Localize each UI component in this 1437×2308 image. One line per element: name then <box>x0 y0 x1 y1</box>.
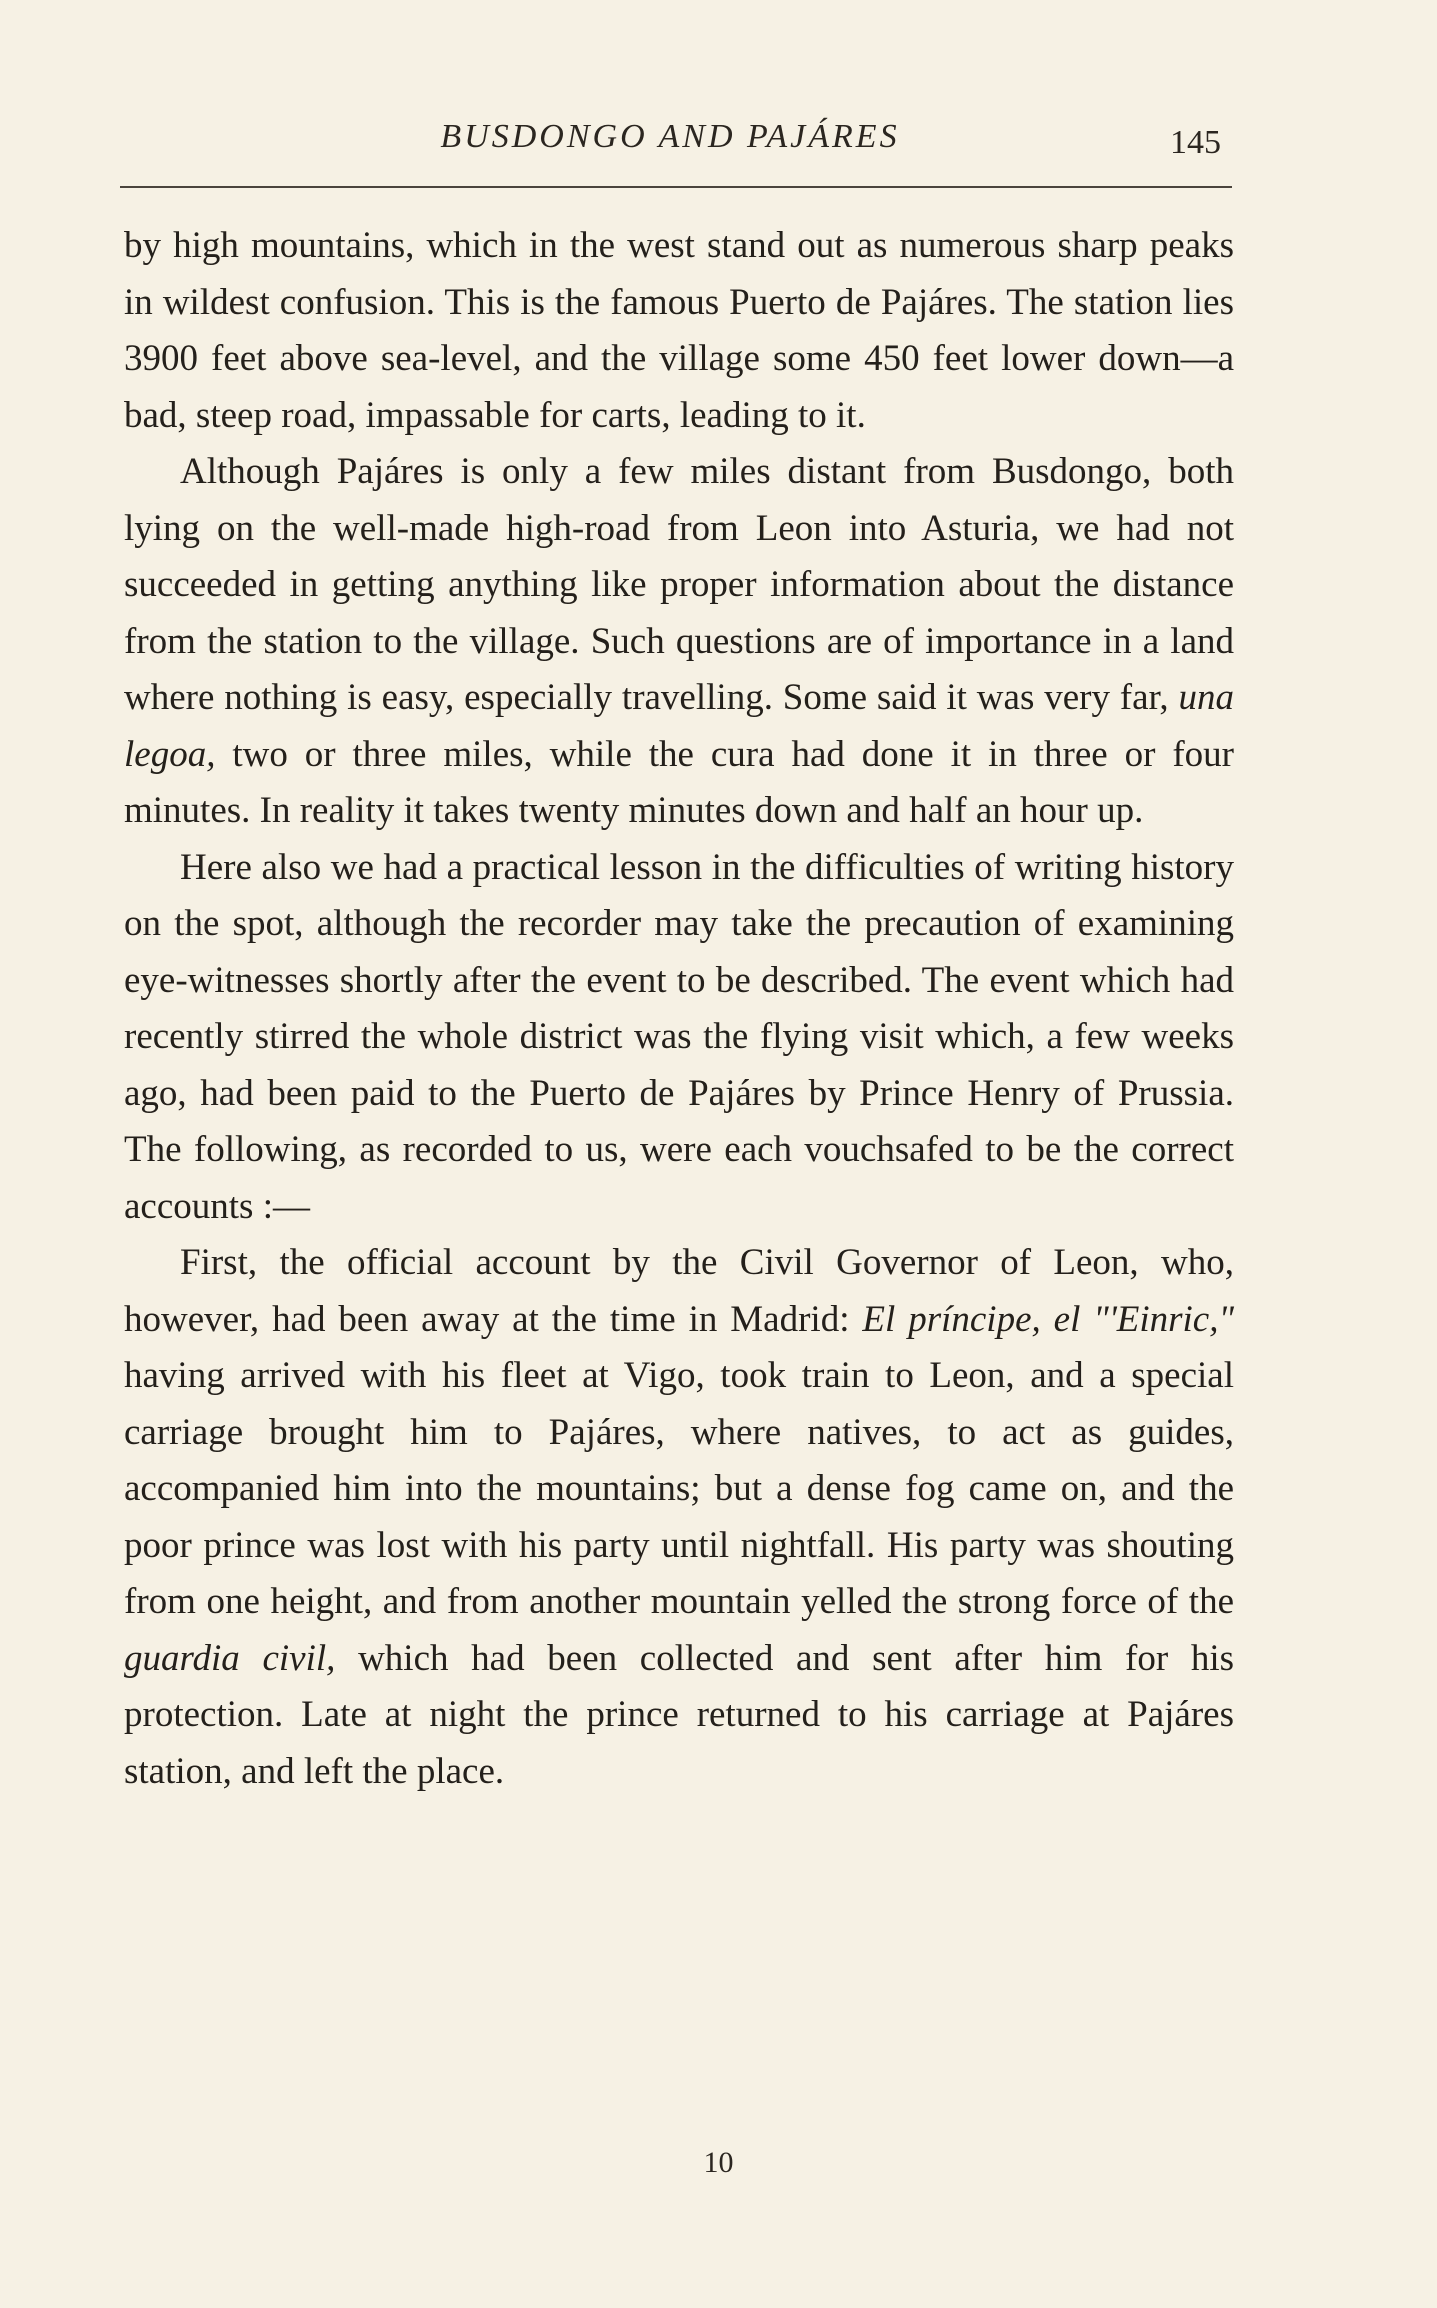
body-text <box>124 218 1234 1800</box>
paragraph-text: Although Pajáres is only a few miles distant from Busdongo, both lying on the well-made high-road from Leon into Asturia, we had not succeeded in getting anything like proper information about the distance from the station to the village. Such questions are of importance in a land where nothing is easy, especially travelling. Some said it was very far, <box>124 451 1234 718</box>
paragraph-3 <box>124 840 1234 1236</box>
paragraph-text: having arrived with his fleet at Vigo, took train to Leon, and a special carriage brought him to Pajáres, where natives, to act as guides, accompanied him into the mountains; but a dense fog came on, and the poor prince was lost with his party until nightfall. His party was shouting from one height, and from another mountain yelled the strong force of the <box>124 1355 1234 1622</box>
paragraph-2 <box>124 444 1234 840</box>
paragraph-1 <box>124 218 1234 444</box>
running-title: BUSDONGO AND PAJÁRES <box>440 118 900 155</box>
signature-mark: 10 <box>703 2146 734 2179</box>
page-number: 145 <box>1170 124 1221 161</box>
paragraph-text: Here also we had a practical lesson in the difficulties of writing history on the spot, although the recorder may take the precaution of examining eye-witnesses shortly after the event to be described. The event which had recently stirred the whole district was the flying visit which, a few weeks ago, had been paid to the Puerto de Pajáres by Prince Henry of Prussia. The following, as recorded to us, were each vouchsafed to be the correct accounts :— <box>124 846 1234 1227</box>
header-rule <box>120 186 1232 188</box>
italic-phrase: una legoa, <box>124 677 1234 775</box>
paragraph-text: two or three miles, while the cura had done it in three or four minutes. In reality it takes twenty minutes down and half an hour up. <box>124 733 1234 831</box>
italic-phrase: El príncipe, el "'Einric," <box>862 1298 1234 1340</box>
running-head <box>0 110 1437 170</box>
paragraph-text: which had been collected and sent after him for his protection. Late at night the prince returned to his carriage at Pajáres station, and left the place. <box>124 1637 1235 1792</box>
paragraph-text: First, the official account by the Civil Governor of Leon, who, however, had been away at the time in Madrid: <box>124 1242 1234 1340</box>
paragraph-4 <box>124 1235 1234 1800</box>
italic-phrase: guardia civil, <box>124 1637 336 1679</box>
paragraph-text: by high mountains, which in the west stand out as numerous sharp peaks in wildest confusion. This is the famous Puerto de Pajáres. The station lies 3900 feet above sea-level, and the village some 450 feet lower down—a bad, steep road, impassable for carts, leading to it. <box>124 225 1234 436</box>
